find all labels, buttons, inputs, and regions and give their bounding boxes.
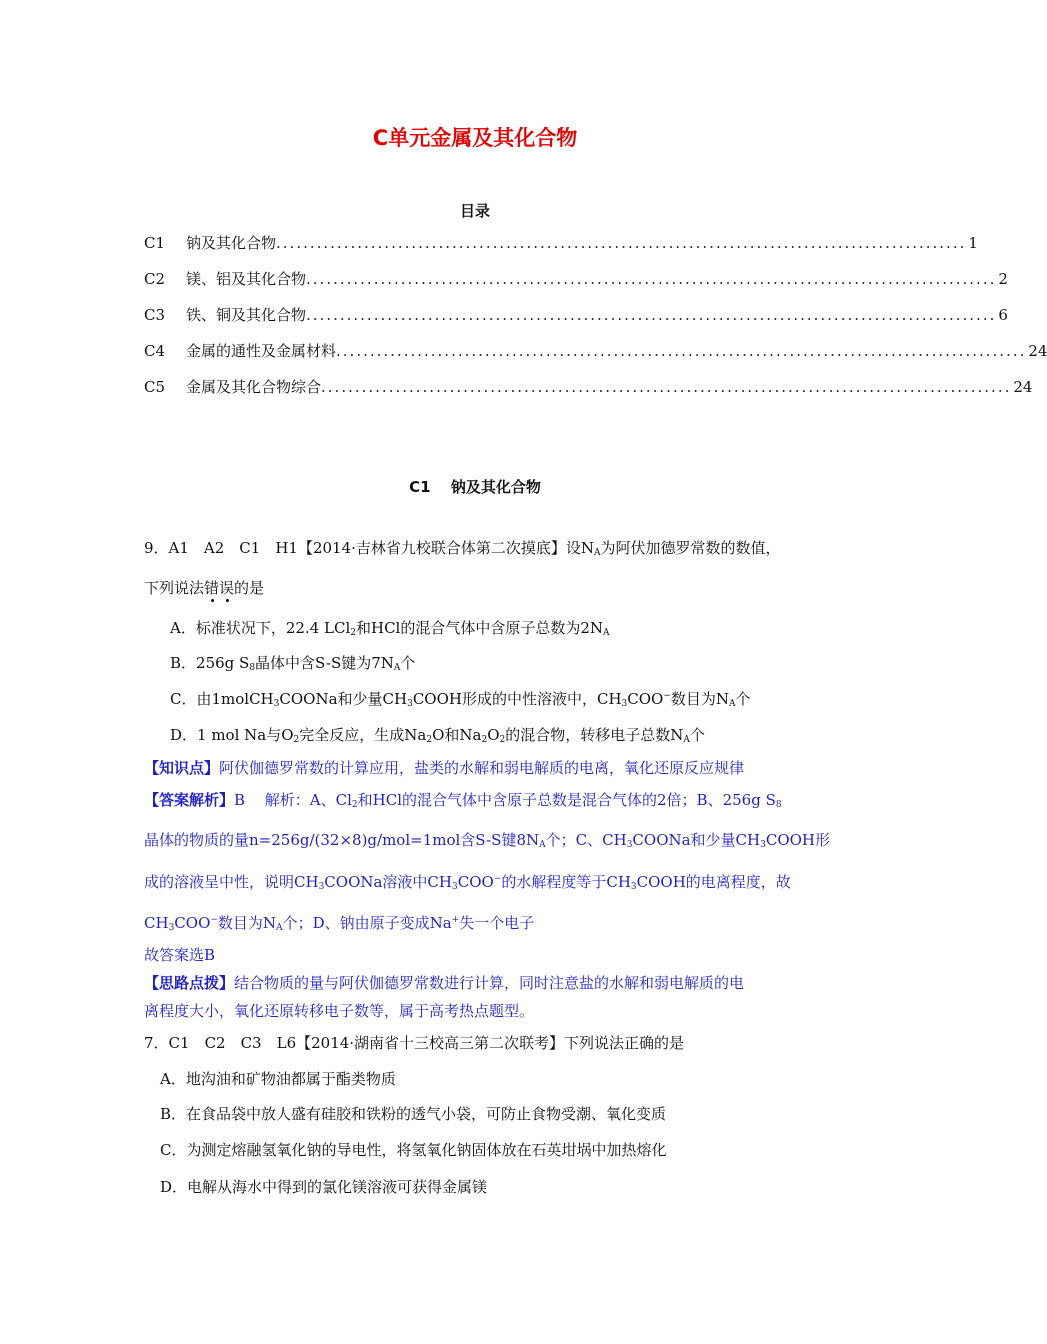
question-9-option-a: A．标准状况下，22.4 LCl$_2$和HCl的混合气体中含原子总数为$2N_A$ xyxy=(170,619,610,638)
answer-analysis-line4: $CH_3COO^-$数目为$N_A$个；D、钠由原子变成Na+失一个电子 xyxy=(144,914,535,933)
answer-conclusion: 故答案选B xyxy=(144,946,216,964)
toc-item[interactable]: C2 镁、铝及其化合物 ...................................................................................................... 2 xyxy=(144,270,1008,288)
document-title: C单元金属及其化合物 xyxy=(372,126,578,150)
toc-item[interactable]: C4 金属的通性及金属材料 ...................................................................................................... 24 xyxy=(144,342,1047,360)
section-heading: C1 钠及其化合物 xyxy=(409,478,541,496)
question-9-stem-line2: 下列说法错误的是 xyxy=(144,579,265,597)
toc-item[interactable]: C5 金属及其化合物综合 ...................................................................................................... 24 xyxy=(144,378,1033,396)
question-9-stem: 9．A1 A2 C1 H1【2014·吉林省九校联合体第二次摸底】设$N_A$为阿伏加德罗常数的数值， xyxy=(144,539,781,558)
question-7-option-d: D．电解从海水中得到的氯化镁溶液可获得金属镁 xyxy=(160,1178,488,1196)
toc-item[interactable]: C1 钠及其化合物 ...................................................................................................... 1 xyxy=(144,234,978,252)
question-7-option-a: A．地沟油和矿物油都属于酯类物质 xyxy=(160,1070,396,1088)
question-7-option-b: B．在食品袋中放人盛有硅胶和铁粉的透气小袋，可防止食物受潮、氧化变质 xyxy=(160,1105,667,1123)
answer-analysis-line1: 【答案解析】B 解析：A、$Cl_2$和HCl的混合气体中含原子总数是混合气体的2倍；B、256g $S_8$ xyxy=(144,791,782,810)
question-7-stem: 7．C1 C2 C3 L6【2014·湖南省十三校高三第二次联考】下列说法正确的是 xyxy=(144,1034,685,1052)
question-9-option-b: B．256g $S_8$晶体中含S-S键为$7N_A$个 xyxy=(170,654,416,673)
question-7-option-c: C．为测定熔融氢氧化钠的导电性，将氢氧化钠固体放在石英坩埚中加热熔化 xyxy=(160,1141,667,1159)
toc-heading: 目录 xyxy=(459,202,490,220)
hint-line2: 离程度大小，氧化还原转移电子数等，属于高考热点题型。 xyxy=(144,1002,535,1020)
question-9-option-c: C．由1molCH$_3$COONa和少量$CH_3COOH$形成的中性溶液中，$CH_3COO^-$数目为$N_A$个 xyxy=(170,690,751,709)
knowledge-point: 【知识点】阿伏伽德罗常数的计算应用，盐类的水解和弱电解质的电离，氧化还原反应规律 xyxy=(144,759,745,777)
answer-analysis-line3: 成的溶液呈中性，说明$CH_3COONa$溶液中$CH_3COO^-$的水解程度等于$CH_3COOH$的电离程度，故 xyxy=(144,873,791,892)
answer-analysis-line2: 晶体的物质的量n=256g/(32×8)g/mol=1mol含S-S键$8N_A$个；C、$CH_3COONa$和少量$CH_3COOH$形 xyxy=(144,831,831,850)
question-9-option-d: D．1 mol Na与$O_2$完全反应，生成$Na_2O$和$Na_2O_2$的混合物，转移电子总数$N_A$个 xyxy=(170,726,705,745)
toc-item[interactable]: C3 铁、铜及其化合物 ...................................................................................................... 6 xyxy=(144,306,1008,324)
hint-line1: 【思路点拨】结合物质的量与阿伏伽德罗常数进行计算，同时注意盐的水解和弱电解质的电 xyxy=(144,974,745,992)
